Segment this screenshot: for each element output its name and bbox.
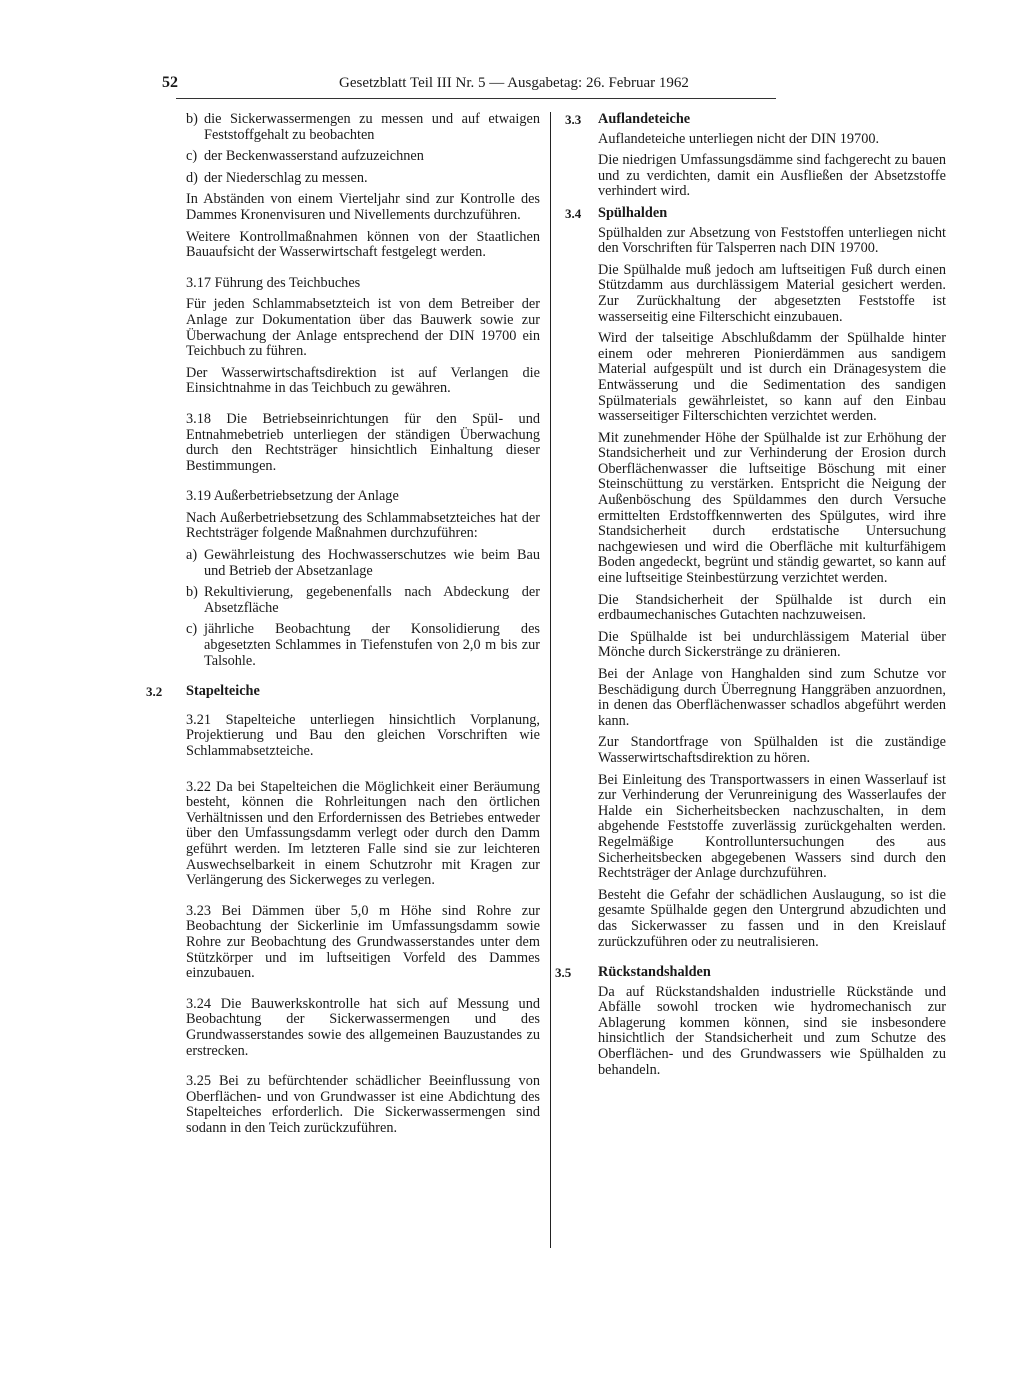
right-column bbox=[555, 111, 946, 1084]
list-item bbox=[186, 622, 540, 669]
page-header bbox=[162, 72, 782, 94]
list-item bbox=[186, 171, 540, 187]
paragraph: Bei Einleitung des Transportwassers in einen Wasserlauf ist zur Verhinderung der Verunreinigung des Wasserlaufes der Halde ein Sicherheitsbecken nachzuschalten, in dem abgehende Feststoffe zuverlässig zurückgehalten werden. Regelmäßige Kontrolluntersuchungen des aus Sicherheitsbecken abgegebenen Wassers sind durch den Rechtsträger der Anlage durchzuführen. bbox=[598, 771, 946, 882]
section-3-24: 3.24 Die Bauwerkskontrolle hat sich auf Messung und Beobachtung der Sickerwassermengen und des Grundwasserstandes sowie des allgemeinen Bauzustandes zu erstrecken. bbox=[186, 995, 540, 1059]
section-heading-spuelhalden: Spülhalden bbox=[598, 204, 668, 221]
section-3-22: 3.22 Da bei Stapelteichen die Möglichkeit einer Beräumung besteht, können die Rohrleitungen nach den örtlichen Verhältnissen und den Erfordernissen des Betriebes entweder über den Umfassungsdamm verlegt oder durch den Damm geführt werden. Im letzteren Falle sind sie zur leichteren Auswechselbarkeit in einem Schutzrohr mit Kragen zur Verlängerung des Sickerweges zu verlegen. bbox=[186, 778, 540, 889]
section-3-23: 3.23 Bei Dämmen über 5,0 m Höhe sind Rohre zur Beobachtung der Sickerlinie im Umfassungsdamm sowie Rohre zur Beobachtung des Grundwasserstandes unter dem Stützkörper und im luftseitigen Vorfeld des Dammes einzubauen. bbox=[186, 902, 540, 982]
section-3-18: 3.18 Die Betriebseinrichtungen für den Spül- und Entnahmebetrieb unterliegen der ständigen Überwachung durch den Rechtsträger hinsichtlich Einhaltung dieser Bestimmungen. bbox=[186, 410, 540, 474]
list-text: die Sickerwassermengen zu messen und auf etwaigen Feststoffgehalt zu beobachten bbox=[204, 111, 540, 143]
paragraph: Die Standsicherheit der Spülhalde ist durch ein erdbaumechanisches Gutachten nachzuweisen. bbox=[598, 591, 946, 624]
section-heading-stapelteiche: Stapelteiche bbox=[186, 683, 260, 700]
section-heading-auflandeteiche: Auflandeteiche bbox=[598, 111, 691, 127]
list-marker: a) bbox=[186, 547, 198, 564]
paragraph: Da auf Rückstandshalden industrielle Rückstände und Abfälle sowohl trocken wie hydromechanisch zur Ablagerung kommen können, sind sie insbesondere hinsichtlich der Standsicherheit und zum Schutze des Oberflächen- und des Grundwassers wie Spülhalden zu behandeln. bbox=[598, 983, 946, 1078]
list-marker: d) bbox=[186, 169, 198, 186]
section-number-3-5: 3.5 bbox=[555, 965, 572, 981]
paragraph: Die niedrigen Umfassungsdämme sind fachgerecht zu bauen und zu verdichten, damit ein Ausfließen der Absetzstoffe verhindert wird. bbox=[598, 152, 946, 200]
left-column bbox=[146, 111, 540, 1142]
list-item bbox=[186, 548, 540, 579]
list-item bbox=[186, 585, 540, 616]
paragraph: Die Spülhalde ist bei undurchlässigem Material über Mönche durch Sickerstränge zu dränieren. bbox=[598, 628, 946, 661]
paragraph: Besteht die Gefahr der schädlichen Auslaugung, so ist die gesamte Spülhalde gegen den Untergrund abzudichten und das Sickerwasser zu fassen und in den Kreislauf zurückzuführen oder zu neutralisieren. bbox=[598, 886, 946, 950]
paragraph: Der Wasserwirtschaftsdirektion ist auf Verlangen die Einsichtnahme in das Teichbuch zu gewähren. bbox=[186, 364, 540, 397]
paragraph: Wird der talseitige Abschlußdamm der Spülhalde hinter einem oder mehreren Pionierdämmen aus sandigem Material aufgespült und ist durch ein Dränagesystem die Entwässerung und die Sedimentation des sandigen Spülmaterials gewährleistet, so kann auf den Einbau wasserseitiger Filterschichten verzichtet werden. bbox=[598, 330, 946, 425]
list-marker: c) bbox=[186, 621, 198, 638]
list-item bbox=[186, 112, 540, 143]
list-text: Rekultivierung, gegebenenfalls nach Abdeckung der Absetzfläche bbox=[204, 584, 540, 616]
section-3-25: 3.25 Bei zu befürchtender schädlicher Beeinflussung von Oberflächen- und von Grundwasser ist eine Abdichtung des Stapelteiches erforderlich. Die Sickerwassermengen sind sodann in den Teich zurückzuführen. bbox=[186, 1073, 540, 1136]
list-marker: c) bbox=[186, 148, 198, 165]
paragraph: Für jeden Schlammabsetzteich ist von dem Betreiber der Anlage zur Dokumentation über das Bauwerk sowie zur Überwachung der Anlage entsprechend der DIN 19700 ein Teichbuch zu führen. bbox=[186, 296, 540, 360]
header-rule bbox=[176, 98, 776, 99]
section-3-21: 3.21 Stapelteiche unterliegen hinsichtlich Vorplanung, Projektierung und Bau den gleichen Vorschriften wie Schlammabsetzteiche. bbox=[186, 711, 540, 759]
paragraph: Mit zunehmender Höhe der Spülhalde ist zur Erhöhung der Standsicherheit und zur Verhinderung der Erosion durch Oberflächenwasser die luftseitige Böschung mit einer Steinschüttung zu verstärken. Entspricht die Neigung der Außenböschung des Spüldammes den durch Versuche ermittelten Erdstoffkennwerten des Spülgutes, wird ihre Standsicherheit durch erdstatische Untersuchung nachgewiesen und wird die Oberfläche mit kulturfähigem Boden angedeckt, begrünt und ständig gewartet, so kann auf eine luftseitige Steinbestürzung verzichtet werden. bbox=[598, 429, 946, 587]
paragraph: Zur Standortfrage von Spülhalden ist die zuständige Wasserwirtschaftsdirektion zu hören. bbox=[598, 734, 946, 766]
list-marker: b) bbox=[186, 111, 198, 127]
list-text: der Beckenwasserstand aufzuzeichnen bbox=[204, 148, 424, 165]
section-number-3-3: 3.3 bbox=[565, 112, 582, 127]
running-title: Gesetzblatt Teil III Nr. 5 — Ausgabetag: 26. Februar 1962 bbox=[339, 75, 689, 91]
list-marker: b) bbox=[186, 584, 198, 601]
page-number: 52 bbox=[162, 74, 178, 91]
section-number-3-4: 3.4 bbox=[565, 205, 582, 221]
paragraph: Bei der Anlage von Hanghalden sind zum Schutze vor Beschädigung durch Überregnung Hanggräben anzuordnen, in denen das Oberflächenwasser schadlos abgeführt werden kann. bbox=[598, 666, 946, 729]
list-text: der Niederschlag zu messen. bbox=[204, 169, 368, 186]
list-text: Gewährleistung des Hochwasserschutzes wie beim Bau und Betrieb der Absetzanlage bbox=[204, 547, 540, 579]
paragraph: In Abständen von einem Vierteljahr sind zur Kontrolle des Dammes Kronenvisuren und Nivellements durchzuführen. bbox=[186, 191, 540, 223]
column-divider bbox=[550, 112, 551, 1248]
paragraph: Nach Außerbetriebsetzung des Schlammabsetzteiches hat der Rechtsträger folgende Maßnahmen durchzuführen: bbox=[186, 509, 540, 542]
paragraph: Die Spülhalde muß jedoch am luftseitigen Fuß durch einen Stützdamm aus durchlässigem Material gesichert werden. Zur Zurückhaltung der abgesetzten Feststoffe ist wasserseitig eine Filterschicht einzubauen. bbox=[598, 261, 946, 325]
paragraph: Weitere Kontrollmaßnahmen können von der Staatlichen Bauaufsicht der Wasserwirtschaft festgelegt werden. bbox=[186, 228, 540, 261]
paragraph: Spülhalden zur Absetzung von Feststoffen unterliegen nicht den Vorschriften für Talsperren nach DIN 19700. bbox=[598, 224, 946, 257]
section-heading-3-17: 3.17 Führung des Teichbuches bbox=[186, 274, 361, 291]
list-text: jährliche Beobachtung der Konsolidierung des abgesetzten Schlammes in Tiefenstufen von 2,0 m bis zur Talsohle. bbox=[204, 621, 540, 669]
paragraph: Auflandeteiche unterliegen nicht der DIN 19700. bbox=[598, 130, 880, 147]
section-heading-3-19: 3.19 Außerbetriebsetzung der Anlage bbox=[186, 488, 399, 505]
section-number-3-2: 3.2 bbox=[146, 684, 163, 700]
list-item bbox=[186, 149, 540, 165]
section-heading-rueckstandshalden: Rückstandshalden bbox=[598, 964, 711, 981]
